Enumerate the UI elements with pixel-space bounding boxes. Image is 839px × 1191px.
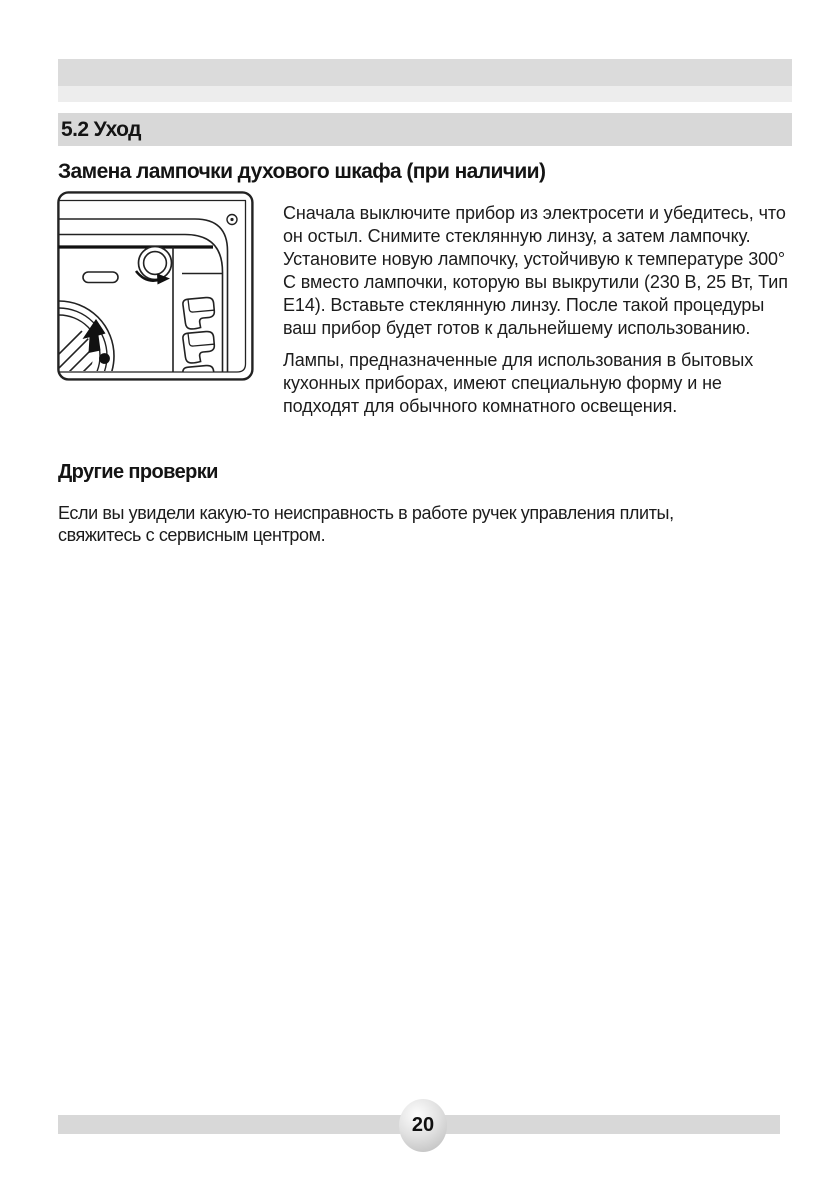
oven-lamp-icon <box>139 247 172 280</box>
screw-icon <box>227 215 237 225</box>
other-checks-paragraph: Если вы увидели какую-то неисправность в работе ручек управления плиты, свяжитесь с сервисным центром. <box>58 503 674 545</box>
lamp-paragraph-2: Лампы, предназначенные для использования в бытовых кухонных приборах, имеют специальную форму и не подходят для обычного комнатного освещения. <box>283 350 754 416</box>
page-number-badge <box>399 1099 447 1152</box>
oven-interior-diagram <box>57 191 254 381</box>
other-checks-heading: Другие проверки <box>58 461 218 483</box>
header-decor-bar-dark <box>58 59 792 86</box>
lamp-replacement-heading: Замена лампочки духового шкафа (при наличии) <box>58 160 546 183</box>
section-header-bar <box>58 113 792 146</box>
page-number: 20 <box>411 1114 435 1136</box>
vent-slot <box>83 272 118 283</box>
lamp-text-column <box>283 202 801 418</box>
shelf-support-hooks <box>183 298 214 381</box>
lamp-paragraph-1: Сначала выключите прибор из электросети и убедитесь, что он остыл. Снимите стеклянную линзу, а затем лампочку. Установите новую лампочку, устойчивую к температуре 300° С вместо лампочки, которую вы выкрутили (230 В, 25 Вт, Тип Е14). Вставьте стеклянную линзу. После такой процедуры ваш прибор будет готов к дальнейшему использованию. <box>283 203 788 338</box>
header-decor-bar-light <box>58 86 792 102</box>
pointer-dot <box>99 353 110 364</box>
oven-lamp-illustration <box>57 191 254 381</box>
section-header-label: 5.2 Уход <box>61 118 141 141</box>
